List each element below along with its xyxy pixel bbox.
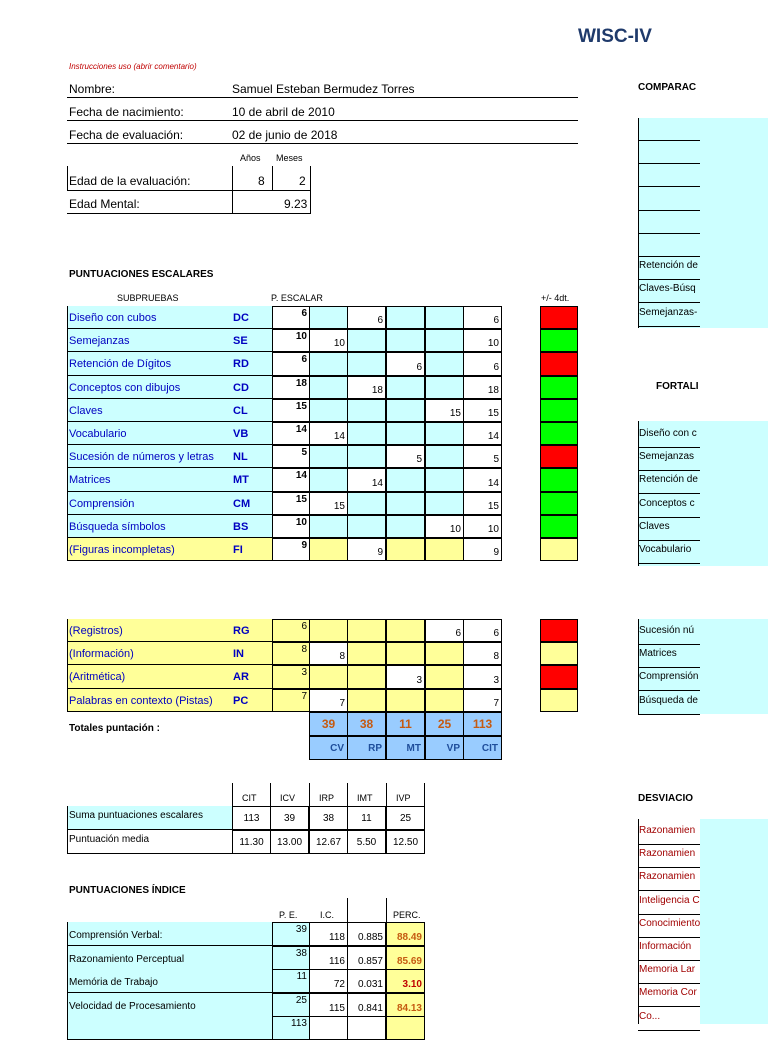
score-cell: 18 [347, 376, 386, 399]
subtest-name[interactable]: Búsqueda símbolos [67, 515, 232, 538]
index-p [347, 1016, 386, 1040]
index-p: 0.885 [347, 922, 386, 946]
comparison-row: Semejanzas- [638, 304, 700, 327]
scaled-score-input[interactable]: 6 [272, 619, 310, 642]
index-ic: 72 [309, 969, 348, 993]
deviation-flag [540, 492, 578, 515]
score-cell [386, 492, 425, 515]
border [67, 166, 68, 190]
index-name: Comprensión Verbal: [67, 922, 272, 946]
totals-label: Totales puntación : [69, 723, 160, 734]
border [638, 619, 639, 714]
index-ic: 115 [309, 993, 348, 1017]
score-cell [347, 642, 386, 665]
total-vp: 25 [425, 712, 464, 736]
score-cell: 8 [309, 642, 348, 665]
index-ic [309, 1016, 348, 1040]
deviation-flag [540, 306, 578, 329]
subtest-name[interactable]: Palabras en contexto (Pistas) [67, 689, 232, 712]
comparison-row [638, 164, 700, 187]
score-cell [347, 399, 386, 422]
summary-header: IMT [357, 793, 373, 803]
subtest-abbr: MT [232, 468, 272, 491]
score-cell [347, 665, 386, 688]
summary-header: ICV [280, 793, 296, 803]
subtest-name[interactable]: Semejanzas [67, 329, 232, 352]
index-pe: 38 [272, 946, 310, 970]
scaled-score-input[interactable]: 15 [272, 492, 310, 515]
scaled-score-input[interactable]: 18 [272, 376, 310, 399]
score-cell [309, 445, 348, 468]
score-cell [309, 619, 348, 642]
strength-row: Sucesión nú [638, 622, 700, 645]
scaled-score-input[interactable]: 6 [272, 306, 310, 329]
score-cell: 6 [463, 352, 502, 375]
comparison-row: Claves-Búsq [638, 280, 700, 303]
index-perc: 3.10 [386, 969, 425, 993]
eval-date-value[interactable]: 02 de junio de 2018 [232, 128, 338, 142]
index-ic: 116 [309, 946, 348, 970]
score-cell: 15 [309, 492, 348, 515]
score-cell [347, 352, 386, 375]
deviation-row: Co... [638, 1008, 700, 1031]
years-header: Años [240, 153, 261, 163]
score-cell: 6 [347, 306, 386, 329]
comparisons-title: COMPARAC [638, 82, 697, 93]
strength-row: Vocabulario [638, 541, 700, 564]
subtest-name[interactable]: Claves [67, 399, 232, 422]
divider [67, 143, 578, 144]
col-pe: P. E. [279, 910, 298, 920]
comparison-row [638, 211, 700, 234]
sum-value: 38 [309, 806, 348, 830]
index-pe: 25 [272, 993, 310, 1017]
mental-age-label: Edad Mental: [69, 197, 140, 211]
score-cell [425, 306, 464, 329]
score-cell: 14 [347, 468, 386, 491]
summary-header: IRP [319, 793, 335, 803]
summary-header: IVP [396, 793, 411, 803]
border [638, 819, 639, 1024]
score-cell: 6 [386, 352, 425, 375]
subtest-abbr: RG [232, 619, 272, 642]
score-cell [309, 468, 348, 491]
mean-value: 11.30 [232, 830, 271, 854]
total-rp: 38 [347, 712, 386, 736]
deviation-row: Memoria Cor [638, 984, 700, 1007]
divider [67, 190, 311, 191]
score-cell [309, 538, 348, 561]
score-cell: 10 [309, 329, 348, 352]
score-cell [386, 422, 425, 445]
score-cell [425, 468, 464, 491]
sum-value: 39 [270, 806, 309, 830]
index-pe: 11 [272, 969, 310, 993]
strength-row: Conceptos c [638, 495, 700, 518]
score-cell [386, 306, 425, 329]
total-label-cv: CV [309, 736, 348, 760]
deviation-row: Conocimiento [638, 915, 700, 938]
score-cell: 10 [425, 515, 464, 538]
score-cell: 6 [425, 619, 464, 642]
subtest-abbr: PC [232, 689, 272, 712]
scaled-score-input[interactable]: 3 [272, 665, 310, 688]
score-cell: 7 [463, 689, 502, 712]
score-cell [425, 665, 464, 688]
score-cell [386, 376, 425, 399]
deviation-flag [540, 689, 578, 712]
subtest-name[interactable]: (Información) [67, 642, 232, 665]
birth-value[interactable]: 10 de abril de 2010 [232, 105, 335, 119]
score-cell [425, 376, 464, 399]
subtest-name[interactable]: Comprensión [67, 492, 232, 515]
score-cell: 6 [463, 306, 502, 329]
scaled-score-input[interactable]: 5 [272, 445, 310, 468]
subtest-abbr: NL [232, 445, 272, 468]
deviation-flag [540, 445, 578, 468]
total-label-vp: VP [425, 736, 464, 760]
sum-value: 11 [347, 806, 386, 830]
deviation-flag [540, 399, 578, 422]
divider [67, 213, 311, 214]
deviation-row: Razonamien [638, 822, 700, 845]
score-cell: 14 [463, 422, 502, 445]
border [424, 783, 425, 807]
deviation-flag [540, 376, 578, 399]
strength-row: Retención de [638, 471, 700, 494]
subtest-name[interactable]: (Registros) [67, 619, 232, 642]
score-cell: 8 [463, 642, 502, 665]
scaled-score-input[interactable]: 14 [272, 468, 310, 491]
subtest-abbr: VB [232, 422, 272, 445]
border [270, 783, 271, 807]
deviation-flag [540, 352, 578, 375]
score-cell [347, 619, 386, 642]
app-title: WISC-IV [578, 26, 652, 47]
border [309, 783, 310, 807]
score-cell: 5 [386, 445, 425, 468]
deviations-title: DESVIACIO [638, 793, 694, 804]
deviation-flag [540, 515, 578, 538]
score-cell: 14 [309, 422, 348, 445]
subtest-name[interactable]: Sucesión de números y letras [67, 445, 232, 468]
border [347, 783, 348, 807]
score-cell [386, 689, 425, 712]
index-perc: 84.13 [386, 993, 425, 1017]
index-name: Memória de Trabajo [67, 969, 272, 993]
col-dev: +/- 4dt. [541, 293, 570, 303]
deviation-flag [540, 665, 578, 688]
score-cell [309, 306, 348, 329]
index-pe: 113 [272, 1016, 310, 1040]
subtest-name[interactable]: Vocabulario [67, 422, 232, 445]
comparison-row [638, 234, 700, 257]
deviation-flag [540, 329, 578, 352]
name-value[interactable]: Samuel Esteban Bermudez Torres [232, 82, 415, 96]
subtest-abbr: AR [232, 665, 272, 688]
score-cell [309, 515, 348, 538]
total-label-rp: RP [347, 736, 386, 760]
index-perc: 85.69 [386, 946, 425, 970]
score-cell [309, 352, 348, 375]
deviation-row: Memoria Lar [638, 961, 700, 984]
score-cell [425, 538, 464, 561]
subtest-name[interactable]: Conceptos con dibujos [67, 376, 232, 399]
deviation-row: Información [638, 938, 700, 961]
age-label: Edad de la evaluación: [69, 174, 191, 188]
score-cell [425, 329, 464, 352]
score-cell: 9 [347, 538, 386, 561]
score-cell [425, 492, 464, 515]
col-subtests: SUBPRUEBAS [117, 293, 179, 303]
divider [67, 97, 578, 98]
birth-label: Fecha de nacimiento: [69, 105, 184, 119]
score-cell: 14 [463, 468, 502, 491]
deviation-flag [540, 642, 578, 665]
score-cell [425, 422, 464, 445]
index-perc: 88.49 [386, 922, 425, 946]
score-cell: 5 [463, 445, 502, 468]
divider [67, 120, 578, 121]
mental-age-value: 9.23 [284, 197, 308, 211]
mean-value: 12.50 [386, 830, 425, 854]
total-mt: 11 [386, 712, 425, 736]
score-cell [309, 399, 348, 422]
comparison-row [638, 141, 700, 164]
scaled-score-input[interactable]: 8 [272, 642, 310, 665]
index-p: 0.841 [347, 993, 386, 1017]
score-cell: 6 [463, 619, 502, 642]
months-header: Meses [276, 153, 303, 163]
subtest-abbr: SE [232, 329, 272, 352]
border [386, 898, 387, 922]
mean-value: 13.00 [270, 830, 309, 854]
strength-row: Búsqueda de [638, 692, 700, 715]
score-cell [425, 445, 464, 468]
subtest-name[interactable]: (Figuras incompletas) [67, 538, 232, 561]
subtest-abbr: FI [232, 538, 272, 561]
score-cell: 15 [463, 399, 502, 422]
subtest-name[interactable]: Retención de Dígitos [67, 352, 232, 375]
score-cell: 15 [425, 399, 464, 422]
sum-value: 25 [386, 806, 425, 830]
border [347, 898, 348, 922]
scaled-score-input[interactable]: 10 [272, 515, 310, 538]
subtest-name[interactable]: (Aritmética) [67, 665, 232, 688]
strengths-title: FORTALI [656, 381, 699, 392]
scaled-section-title: PUNTUACIONES ESCALARES [69, 269, 214, 280]
deviation-flag [540, 468, 578, 491]
deviations-bg [700, 819, 768, 1024]
border [272, 166, 273, 190]
sum-label: Suma puntuaciones escalares [67, 806, 232, 830]
subtest-abbr: CM [232, 492, 272, 515]
scaled-score-input[interactable]: 14 [272, 422, 310, 445]
strength-row: Diseño con c [638, 425, 700, 448]
comparisons-bg-right [700, 118, 768, 328]
scaled-score-input[interactable]: 9 [272, 538, 310, 561]
instructions-link[interactable]: Instrucciones uso (abrir comentario) [69, 62, 197, 71]
index-perc [386, 1016, 425, 1040]
border [232, 783, 233, 807]
score-cell: 18 [463, 376, 502, 399]
total-cv: 39 [309, 712, 348, 736]
scaled-score-input[interactable]: 6 [272, 352, 310, 375]
strength-row: Matrices [638, 645, 700, 668]
comparison-row [638, 118, 700, 141]
score-cell: 3 [386, 665, 425, 688]
score-cell [425, 689, 464, 712]
score-cell: 15 [463, 492, 502, 515]
subtest-name[interactable]: Matrices [67, 468, 232, 491]
scaled-score-input[interactable]: 10 [272, 329, 310, 352]
deviation-flag [540, 422, 578, 445]
deviation-flag [540, 538, 578, 561]
deviation-flag [540, 619, 578, 642]
strength-row: Semejanzas [638, 448, 700, 471]
score-cell: 3 [463, 665, 502, 688]
subtest-name[interactable]: Diseño con cubos [67, 306, 232, 329]
score-cell [386, 538, 425, 561]
total-cit: 113 [463, 712, 502, 736]
strength-row: Comprensión [638, 668, 700, 691]
sum-value: 113 [232, 806, 271, 830]
score-cell: 9 [463, 538, 502, 561]
score-cell [347, 329, 386, 352]
summary-header: CIT [242, 793, 257, 803]
index-section-title: PUNTUACIONES ÍNDICE [69, 885, 186, 896]
score-cell: 10 [463, 329, 502, 352]
mean-value: 5.50 [347, 830, 386, 854]
mean-label: Puntuación media [67, 830, 232, 854]
border [638, 118, 639, 328]
index-p: 0.857 [347, 946, 386, 970]
deviation-row: Razonamien [638, 868, 700, 891]
score-cell [386, 619, 425, 642]
score-cell [309, 376, 348, 399]
score-cell [425, 642, 464, 665]
score-cell [309, 665, 348, 688]
strength-row: Claves [638, 518, 700, 541]
border [638, 421, 639, 566]
col-ic: I.C. [320, 910, 335, 920]
score-cell [386, 515, 425, 538]
comparison-row [638, 188, 700, 211]
scaled-score-input[interactable]: 15 [272, 399, 310, 422]
subtest-abbr: RD [232, 352, 272, 375]
col-escalar: P. ESCALAR [271, 293, 323, 303]
subtest-abbr: IN [232, 642, 272, 665]
total-label-cit: CIT [463, 736, 502, 760]
index-name: Razonamiento Perceptual [67, 946, 272, 970]
age-years: 8 [258, 174, 265, 188]
score-cell [347, 515, 386, 538]
score-cell [386, 468, 425, 491]
scaled-score-input[interactable]: 7 [272, 689, 310, 712]
border [386, 783, 387, 807]
subtest-abbr: CD [232, 376, 272, 399]
subtest-abbr: CL [232, 399, 272, 422]
score-cell [347, 445, 386, 468]
score-cell [386, 642, 425, 665]
index-name: Velocidad de Procesamiento [67, 993, 272, 1017]
comparison-row: Retención de [638, 257, 700, 280]
subtest-abbr: BS [232, 515, 272, 538]
score-cell [347, 492, 386, 515]
score-cell [347, 689, 386, 712]
eval-date-label: Fecha de evaluación: [69, 128, 184, 142]
index-p: 0.031 [347, 969, 386, 993]
mean-value: 12.67 [309, 830, 348, 854]
index-ic: 118 [309, 922, 348, 946]
score-cell [347, 422, 386, 445]
total-label-mt: MT [386, 736, 425, 760]
score-cell [425, 352, 464, 375]
score-cell: 7 [309, 689, 348, 712]
subtest-abbr: DC [232, 306, 272, 329]
deviation-row: Inteligencia C [638, 892, 700, 915]
index-pe: 39 [272, 922, 310, 946]
score-cell [386, 329, 425, 352]
age-months: 2 [299, 174, 306, 188]
score-cell: 10 [463, 515, 502, 538]
deviation-row: Razonamien [638, 845, 700, 868]
name-label: Nombre: [69, 82, 116, 96]
col-perc: PERC. [393, 910, 421, 920]
index-name [67, 1016, 272, 1040]
score-cell [386, 399, 425, 422]
